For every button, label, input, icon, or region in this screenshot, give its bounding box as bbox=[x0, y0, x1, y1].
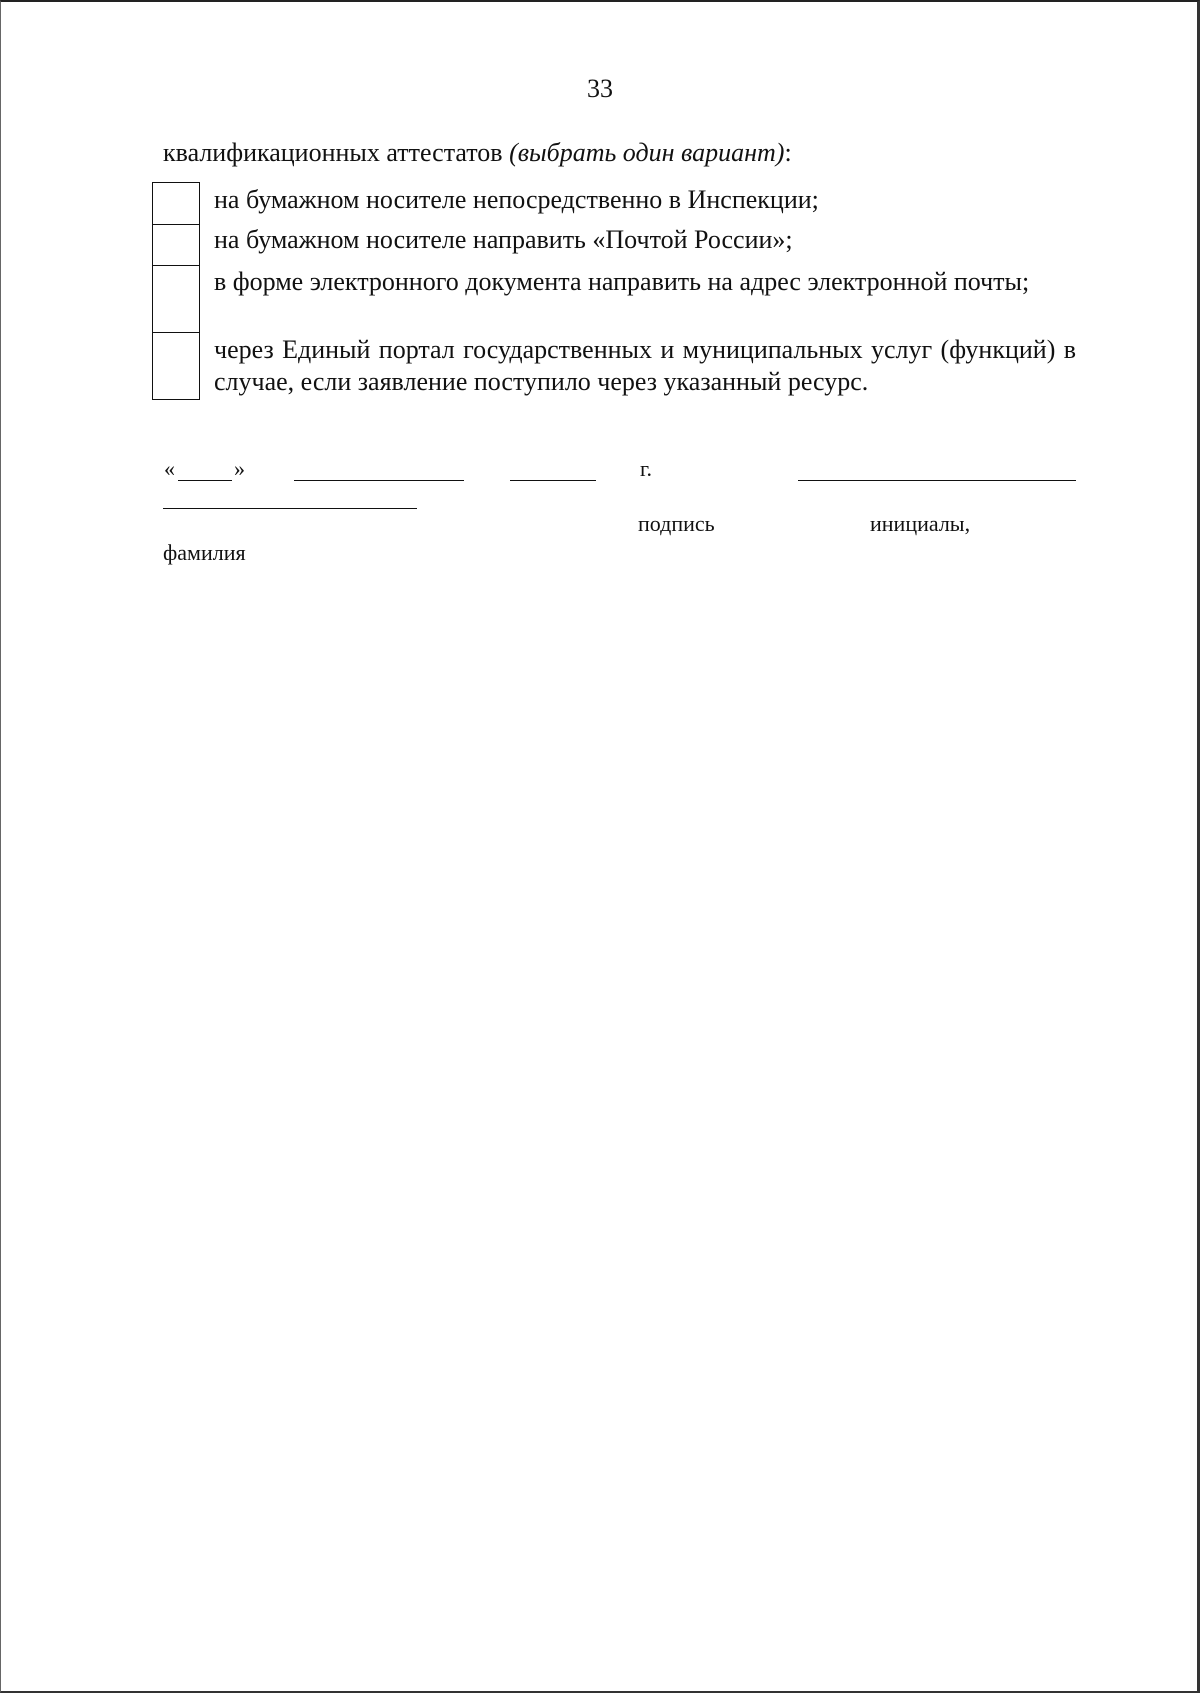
intro-colon: : bbox=[784, 138, 792, 167]
intro-line bbox=[163, 138, 792, 168]
date-open-quote: « bbox=[164, 456, 175, 481]
surname-label: фамилия bbox=[163, 540, 246, 565]
checkbox-paper-inspection[interactable] bbox=[152, 182, 200, 225]
date-month-blank[interactable] bbox=[294, 480, 464, 481]
page-number: 33 bbox=[587, 74, 613, 103]
date-day-blank[interactable] bbox=[178, 480, 232, 481]
year-suffix: г. bbox=[640, 456, 653, 481]
date-close-quote: » bbox=[234, 456, 245, 481]
intro-note: (выбрать один вариант) bbox=[509, 138, 785, 167]
intro-text: квалификационных аттестатов bbox=[163, 138, 510, 167]
surname-blank[interactable] bbox=[163, 508, 417, 509]
option-label-paper-post: на бумажном носителе направить «Почтой России»; bbox=[214, 225, 793, 254]
checkbox-paper-post[interactable] bbox=[152, 224, 200, 266]
date-year-blank[interactable] bbox=[510, 480, 596, 481]
option-label-gosuslugi-portal: через Единый портал государственных и муниципальных услуг (функций) в случае, если заявление поступило через указанный ресурс. bbox=[214, 335, 1076, 396]
signature-blank[interactable] bbox=[798, 480, 1076, 481]
initials-label: инициалы, bbox=[870, 511, 971, 536]
checkbox-gosuslugi-portal[interactable] bbox=[152, 332, 200, 400]
checkbox-electronic-email[interactable] bbox=[152, 265, 200, 333]
signature-label: подпись bbox=[638, 511, 715, 536]
option-label-paper-inspection: на бумажном носителе непосредственно в Инспекции; bbox=[214, 185, 819, 214]
option-label-electronic-email: в форме электронного документа направить на адрес электронной почты; bbox=[214, 267, 1030, 296]
